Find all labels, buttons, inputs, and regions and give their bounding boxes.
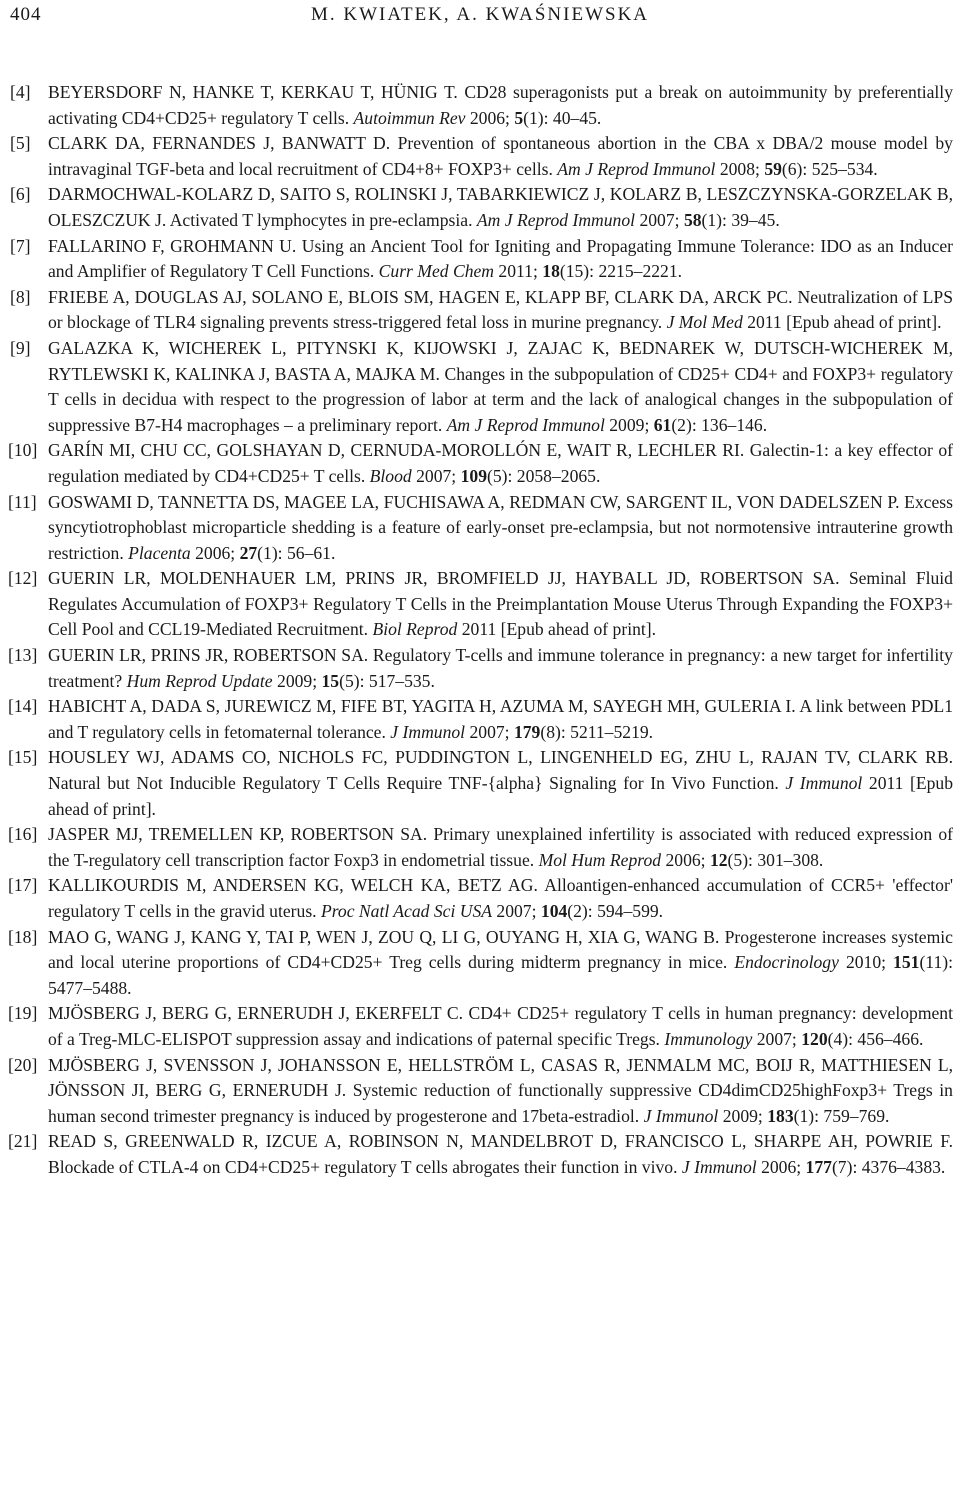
reference-year: 2007; (416, 465, 457, 486)
page-number: 404 (10, 4, 42, 25)
reference-year: 2010; (845, 952, 887, 973)
reference-number: [15] (8, 747, 38, 768)
reference-authors: JASPER MJ, TREMELLEN KP, ROBERTSON SA. (48, 824, 428, 845)
reference-pages: (5): 517–535. (339, 670, 435, 691)
reference-volume: 61 (653, 414, 672, 435)
reference-journal: Mol Hum Reprod (538, 849, 662, 870)
reference-journal: Blood (369, 465, 412, 486)
reference-item (10, 1129, 953, 1180)
reference-pages: (6): 525–534. (781, 158, 878, 179)
reference-title: Progesterone increases systemic and local uterine proportions of CD4+CD25+ Treg cells during midterm pregnancy in mice. (48, 926, 953, 973)
reference-item (10, 566, 953, 643)
reference-number: [17] (8, 875, 38, 896)
reference-item (10, 131, 953, 182)
reference-volume: 5 (514, 107, 524, 128)
reference-pages: (2): 136–146. (671, 414, 768, 435)
reference-authors: HOUSLEY WJ, ADAMS CO, NICHOLS FC, PUDDINGTON L, LINGENHELD EG, ZHU L, RAJAN TV, CLARK RB. (48, 747, 953, 768)
reference-year: 2009; (277, 670, 318, 691)
reference-volume: 120 (801, 1028, 828, 1049)
reference-title: Seminal Fluid Regulates Accumulation of FOXP3+ Regulatory T Cells in the Preimplantation Mouse Uterus Through Expanding the FOXP3+ Cell Pool and CCL19-Mediated Recruitment. (48, 568, 953, 640)
reference-journal: J Immunol (785, 773, 863, 794)
reference-title: Excess syncytiotrophoblast microparticle shedding is a feature of early-onset pre-eclampsia, but not normotensive intrauterine growth restriction. (48, 491, 953, 563)
reference-volume: 59 (764, 158, 782, 179)
reference-number: [21] (8, 1131, 38, 1152)
reference-authors: KALLIKOURDIS M, ANDERSEN KG, WELCH KA, BETZ AG. (48, 875, 538, 896)
reference-journal: Am J Reprod Immunol (557, 158, 716, 179)
reference-item (10, 873, 953, 924)
reference-authors: MJÖSBERG J, SVENSSON J, JOHANSSON E, HELLSTRÖM L, CASAS R, JENMALM MC, BOIJ R, MATTHIESEN L, JÖNSSON JI, BERG G, ERNERUDH J. (48, 1054, 953, 1101)
reference-title: Prevention of spontaneous abortion in the CBA x DBA/2 mouse model by intravaginal TGF-beta and local recruitment of CD4+8+ FOXP3+ cells. (48, 133, 953, 179)
reference-title: Primary unexplained infertility is associated with reduced expression of the T-regulatory cell transcription factor Foxp3 in endometrial tissue. (48, 824, 953, 870)
reference-item (10, 80, 953, 131)
reference-pages: (2): 594–599. (567, 901, 664, 921)
reference-year: 2009; (609, 414, 650, 435)
reference-volume: 151 (893, 952, 920, 973)
reference-year: 2011; (498, 261, 538, 282)
reference-authors: GALAZKA K, WICHEREK L, PITYNSKI K, KIJOWSKI J, ZAJAC K, BEDNAREK W, DUTSCH-WICHEREK M, RYTLEWSKI K, KALINKA J, BASTA A, MAJKA M. (48, 337, 953, 384)
reference-number: [9] (10, 337, 31, 358)
reference-number: [4] (10, 82, 31, 102)
reference-number: [19] (8, 1003, 38, 1024)
reference-number: [12] (8, 568, 38, 589)
reference-volume: 177 (805, 1156, 832, 1177)
reference-number: [14] (8, 696, 38, 717)
reference-year: 2007; (496, 901, 537, 921)
reference-authors: MAO G, WANG J, KANG Y, TAI P, WEN J, ZOU Q, LI G, OUYANG H, XIA G, WANG B. (48, 926, 720, 947)
reference-item (10, 1001, 953, 1052)
reference-pages: (7): 4376–4383. (831, 1156, 946, 1177)
reference-title: Natural but Not Inducible Regulatory T Cells Require TNF-{alpha} Signaling for In Vivo Function. (48, 773, 779, 794)
reference-year: 2006; (761, 1156, 802, 1177)
reference-volume: 58 (683, 209, 702, 230)
reference-pages: (1): 759–769. (793, 1105, 890, 1126)
reference-journal: Immunology (664, 1028, 753, 1049)
reference-authors: GARÍN MI, CHU CC, GOLSHAYAN D, CERNUDA-MOROLLÓN E, WAIT R, LECHLER RI. (48, 440, 745, 461)
reference-authors: BEYERSDORF N, HANKE T, KERKAU T, HÜNIG T. (48, 82, 458, 102)
reference-item (10, 438, 953, 489)
reference-number: [18] (8, 926, 38, 947)
reference-item (10, 285, 953, 336)
reference-title: CD4+ CD25+ regulatory T cells in human pregnancy: development of a Treg-MLC-ELISPOT suppression assay and indications of paternal specific Tregs. (48, 1003, 953, 1049)
reference-number: [13] (8, 645, 38, 666)
reference-year: 2011 [Epub ahead of print]. (747, 312, 942, 333)
reference-volume: 18 (542, 261, 560, 282)
reference-journal: Am J Reprod Immunol (446, 414, 605, 435)
reference-pages: (8): 5211–5219. (540, 721, 654, 742)
reference-number: [20] (8, 1054, 38, 1075)
reference-volume: 183 (767, 1105, 794, 1126)
reference-year: 2006; (195, 542, 236, 563)
reference-item (10, 234, 953, 285)
reference-year: 2007; (756, 1028, 797, 1049)
reference-pages: (5): 301–308. (727, 849, 824, 870)
reference-year: 2006; (665, 849, 706, 870)
reference-authors: HABICHT A, DADA S, JUREWICZ M, FIFE BT, YAGITA H, AZUMA M, SAYEGH MH, GULERIA I. (48, 696, 796, 717)
reference-journal: Placenta (128, 542, 191, 563)
reference-volume: 109 (460, 465, 487, 486)
reference-volume: 104 (540, 901, 568, 921)
reference-item (10, 925, 953, 1002)
reference-item (10, 490, 953, 567)
reference-item (10, 336, 953, 438)
reference-title: CD28 superagonists put a break on autoimmunity by preferentially activating CD4+CD25+ regulatory T cells. (48, 82, 953, 128)
reference-pages: (15): 2215–2221. (559, 261, 683, 282)
reference-year: 2006; (469, 107, 510, 128)
reference-volume: 12 (709, 849, 728, 870)
reference-year: 2007; (469, 721, 510, 742)
reference-number: [11] (8, 491, 37, 512)
reference-year: 2009; (722, 1105, 763, 1126)
reference-authors: FRIEBE A, DOUGLAS AJ, SOLANO E, BLOIS SM, HAGEN E, KLAPP BF, CLARK DA, ARCK PC. (48, 286, 793, 307)
reference-journal: J Immunol (643, 1105, 719, 1126)
reference-volume: 15 (321, 670, 340, 691)
reference-journal: Proc Natl Acad Sci USA (320, 901, 492, 921)
reference-pages: (11): 5477–5488. (48, 952, 953, 998)
reference-pages: (5): 2058–2065. (486, 465, 601, 486)
reference-authors: DARMOCHWAL-KOLARZ D, SAITO S, ROLINSKI J, TABARKIEWICZ J, KOLARZ B, LESZCZYNSKA-GORZELAK B, OLESZCZUK J. (48, 184, 953, 230)
reference-item (10, 643, 953, 694)
reference-title: A link between PDL1 and T regulatory cells in fetomaternal tolerance. (48, 696, 953, 742)
reference-volume: 179 (513, 721, 541, 742)
reference-number: [5] (10, 133, 31, 154)
reference-title: Galectin-1: a key effector of regulation mediated by CD4+CD25+ T cells. (48, 440, 953, 486)
reference-number: [7] (10, 235, 31, 256)
reference-authors: FALLARINO F, GROHMANN U. (48, 235, 297, 256)
reference-year: 2007; (639, 209, 680, 230)
reference-authors: CLARK DA, FERNANDES J, BANWATT D. (48, 133, 391, 154)
reference-volume: 27 (239, 542, 258, 563)
reference-journal: J Mol Med (666, 312, 743, 333)
reference-journal: Am J Reprod Immunol (476, 209, 636, 230)
reference-title: Regulatory T-cells and immune tolerance in pregnancy: a new target for infertility treatment? (48, 645, 953, 691)
reference-pages: (1): 40–45. (523, 107, 602, 128)
reference-authors: GUERIN LR, MOLDENHAUER LM, PRINS JR, BROMFIELD JJ, HAYBALL JD, ROBERTSON SA. (48, 568, 840, 589)
reference-title: Using an Ancient Tool for Igniting and Propagating Immune Tolerance: IDO as an Inducer and Amplifier of Regulatory T Cell Functions. (48, 235, 953, 282)
reference-journal: Endocrinology (734, 952, 839, 973)
reference-item (10, 694, 953, 745)
reference-journal: J Immunol (681, 1156, 757, 1177)
reference-year: 2011 [Epub ahead of print]. (48, 773, 953, 819)
reference-item (10, 745, 953, 822)
running-header (10, 4, 950, 32)
reference-item (10, 822, 953, 873)
reference-number: [10] (8, 440, 38, 461)
reference-journal: Curr Med Chem (378, 261, 495, 282)
reference-journal: Hum Reprod Update (126, 670, 273, 691)
reference-authors: GOSWAMI D, TANNETTA DS, MAGEE LA, FUCHISAWA A, REDMAN CW, SARGENT IL, VON DADELSZEN P. (48, 491, 900, 512)
reference-title: Activated T lymphocytes in pre-eclampsia. (169, 209, 473, 230)
reference-number: [6] (10, 184, 31, 205)
reference-list (10, 80, 953, 1181)
reference-year: 2008; (719, 158, 760, 179)
reference-authors: READ S, GREENWALD R, IZCUE A, ROBINSON N, MANDELBROT D, FRANCISCO L, SHARPE AH, POWRIE F. (48, 1131, 953, 1152)
reference-journal: J Immunol (390, 721, 466, 742)
reference-year: 2011 [Epub ahead of print]. (461, 619, 657, 640)
reference-title: Systemic reduction of functionally suppressive CD4dimCD25highFoxp3+ Tregs in human second trimester pregnancy is induced by progesterone and 17beta-estradiol. (48, 1080, 953, 1126)
reference-pages: (1): 39–45. (701, 209, 780, 230)
reference-authors: GUERIN LR, PRINS JR, ROBERTSON SA. (48, 645, 369, 666)
reference-item (10, 1053, 953, 1130)
reference-pages: (4): 456–466. (827, 1028, 924, 1049)
running-title: M. KWIATEK, A. KWAŚNIEWSKA (310, 4, 650, 25)
reference-title: Blockade of CTLA-4 on CD4+CD25+ regulatory T cells abrogates their function in vivo. (48, 1156, 678, 1177)
reference-number: [16] (8, 824, 38, 845)
reference-journal: Autoimmun Rev (353, 107, 466, 128)
reference-authors: MJÖSBERG J, BERG G, ERNERUDH J, EKERFELT C. (48, 1003, 463, 1024)
reference-number: [8] (10, 286, 31, 307)
reference-item (10, 182, 953, 233)
reference-journal: Biol Reprod (372, 619, 458, 640)
reference-title: Changes in the subpopulation of CD25+ CD4+ and FOXP3+ regulatory T cells in decidua with respect to the progression of labor at term and the lack of analogical changes in the subpopulation of suppressive B7-H4 macrophages – a preliminary report. (48, 363, 953, 435)
reference-pages: (1): 56–61. (257, 542, 336, 563)
reference-title: Neutralization of LPS or blockage of TLR4 signaling prevents stress-triggered fetal loss in murine pregnancy. (48, 286, 953, 333)
reference-title: Alloantigen-enhanced accumulation of CCR5+ 'effector' regulatory T cells in the gravid uterus. (48, 875, 953, 921)
